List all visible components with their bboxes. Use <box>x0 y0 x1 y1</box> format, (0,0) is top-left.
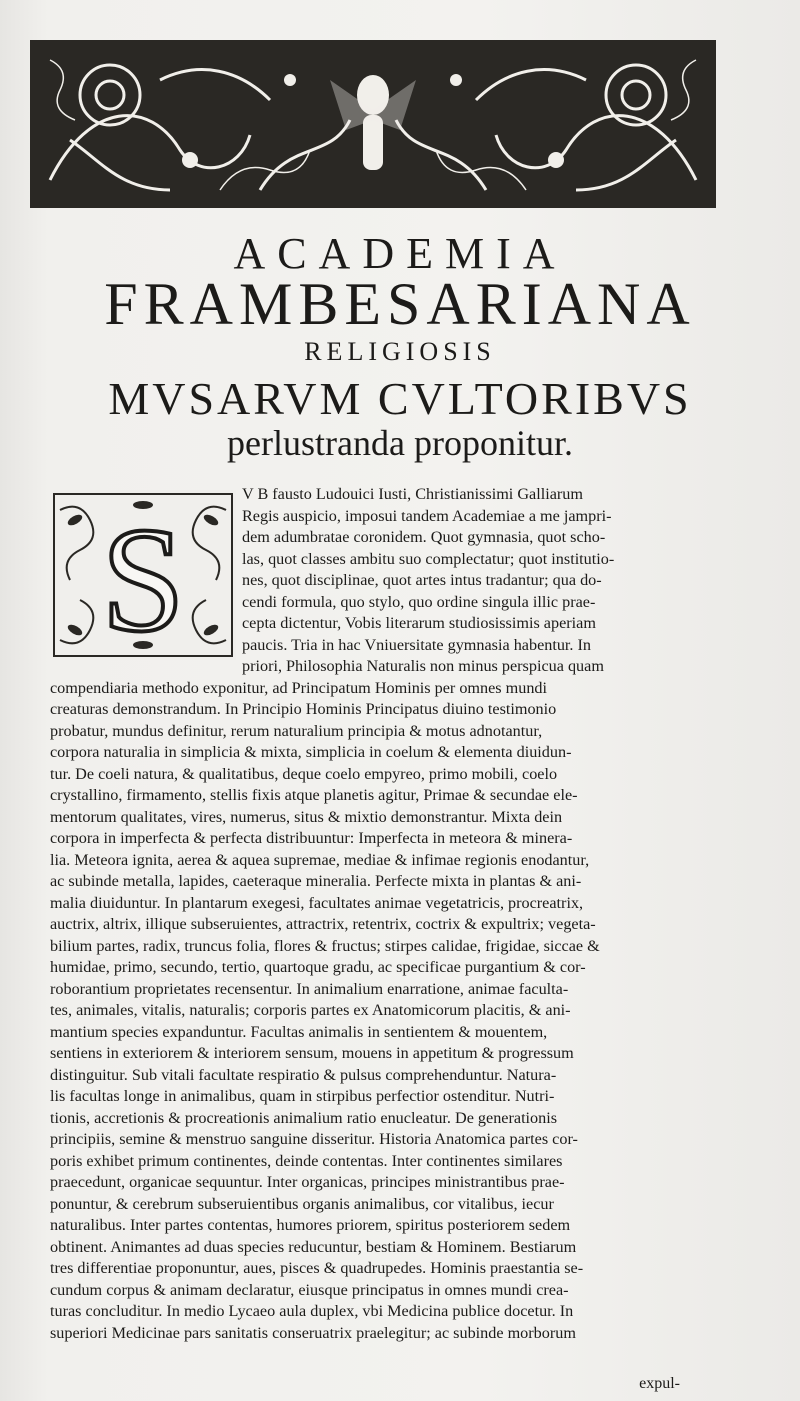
text-line: corpora in imperfecta & perfecta distribuuntur: Imperfecta in meteora & minera- <box>50 829 573 847</box>
text-line: mantium species expanduntur. Facultas animalis in sentientem & mouentem, <box>50 1022 548 1041</box>
text-line: turas concluditur. In medio Lycaeo aula duplex, vbi Medicina publice docetur. In <box>50 1302 574 1320</box>
text-line: distinguitur. Sub vitali facultate respiratio & pulsus comprehenduntur. Natura- <box>50 1065 557 1084</box>
catchword: expul- <box>639 1375 680 1392</box>
text-line: principiis, semine & menstruo sanguine disseritur. Historia Anatomica partes cor- <box>50 1130 578 1148</box>
text-line: corpora naturalia in simplicia & mixta, simplicia in coelum & elementa diuidun- <box>50 743 572 761</box>
title-line-academia: ACADEMIA <box>233 229 567 278</box>
body-text <box>50 484 680 1344</box>
text-line: paucis. Tria in hac Vniuersitate gymnasia habentur. In <box>242 635 592 654</box>
text-line: obtinent. Animantes ad duas species reducuntur, bestiam & Hominem. Bestiarum <box>50 1237 577 1256</box>
text-line: ponuntur, & cerebrum subseruientibus organis animalibus, cor vitalibus, iecur <box>50 1194 554 1213</box>
text-line: cepta dictentur, Vobis literarum studiosissimis aperiam <box>242 614 596 632</box>
text-line: tres differentiae proponuntur, aues, pisces & quadrupedes. Hominis praestantia se- <box>50 1259 584 1277</box>
text-line: naturalibus. Inter partes contentas, humores priorem, spiritus posteriorem sedem <box>50 1216 571 1234</box>
text-line: tes, animales, vitalis, naturalis; corporis partes ex Anatomicorum placitis, & ani- <box>50 1001 571 1019</box>
text-line: roborantium proprietates recensentur. In animalium enarratione, animae faculta- <box>50 979 569 998</box>
text-line: V B fausto Ludouici Iusti, Christianissimi Galliarum <box>242 485 583 503</box>
text-line: mentorum qualitates, vires, numerus, situs & mixtio demonstrantur. Mixta dein <box>50 807 563 826</box>
text-line: ac subinde metalla, lapides, caeteraque mineralia. Perfecte mixta in plantas & ani- <box>50 872 582 890</box>
floral-headpiece-icon <box>30 40 716 208</box>
text-line: cundum corpus & animam declaratur, eiusque principatus in omnes mundi crea- <box>50 1280 569 1299</box>
text-line: las, quot classes ambitu suo complectatur; quot institutio- <box>242 549 615 568</box>
text-line: creaturas demonstrandum. In Principio Hominis Principatus diuino testimonio <box>50 700 557 718</box>
text-line: humidae, primo, secundo, tertio, quartoque gradu, ac specificae purgantium & cor- <box>50 958 586 976</box>
text-line: tionis, accretionis & procreationis animalium ratio enucleatur. De generationis <box>50 1108 558 1127</box>
text-line: poris exhibet primum continentes, deinde contentas. Inter continentes similares <box>50 1151 563 1170</box>
text-line: probatur, mundus definitur, rerum naturalium principia & motus adnotantur, <box>50 721 543 740</box>
initial-letter: S <box>101 497 185 660</box>
text-line: compendiaria methodo exponitur, ad Principatum Hominis per omnes mundi <box>50 678 548 697</box>
text-line: superiori Medicinae pars sanitatis conseruatrix praelegitur; ac subinde morborum <box>50 1323 576 1342</box>
title-line-religiosis: RELIGIOSIS <box>304 337 496 366</box>
text-line: priori, Philosophia Naturalis non minus perspicua quam <box>242 657 604 675</box>
text-line: cendi formula, quo stylo, quo ordine singula illic prae- <box>242 592 596 611</box>
title-line-perlustranda: perlustranda proponitur. <box>227 423 573 463</box>
text-line: bilium partes, radix, truncus folia, flores & fructus; stirpes calidae, frigidae, siccae & <box>50 936 600 955</box>
text-line: malia diuiduntur. In plantarum exegesi, facultates animae vegetatricis, procreatrix, <box>50 893 584 912</box>
text-line: lia. Meteora ignita, aerea & aquea supremae, mediae & infimae regionis enodantur, <box>50 850 590 869</box>
text-line: dem adumbratae coronidem. Quot gymnasia, quot scho- <box>242 528 606 546</box>
text-line: nes, quot disciplinae, quot artes intus tradantur; qua do- <box>242 571 602 589</box>
text-line: Regis auspicio, imposui tandem Academiae a me jampri- <box>242 506 612 525</box>
text-line: crystallino, firmamento, stellis fixis atque planetis agitur, Primae & secundae ele- <box>50 786 578 804</box>
text-line: sentiens in exteriorem & interiorem sensum, mouens in appetitum & progressum <box>50 1044 574 1062</box>
text-line: praecedunt, organicae sequuntur. Inter organicas, principes ministrantibus prae- <box>50 1173 565 1191</box>
text-line: tur. De coeli natura, & qualitatibus, deque coelo empyreo, primo mobili, coelo <box>50 764 558 783</box>
title-line-musarum: MVSARVM CVLTORIBVS <box>108 373 692 424</box>
text-line: auctrix, altrix, illique subseruientes, attractrix, retentrix, coctrix & expultrix; vegeta- <box>50 915 596 933</box>
text-line: lis facultas longe in animalibus, quam in stirpibus perfectior ostenditur. Nutri- <box>50 1087 555 1105</box>
title-line-frambesariana: FRAMBESARIANA <box>104 271 696 337</box>
